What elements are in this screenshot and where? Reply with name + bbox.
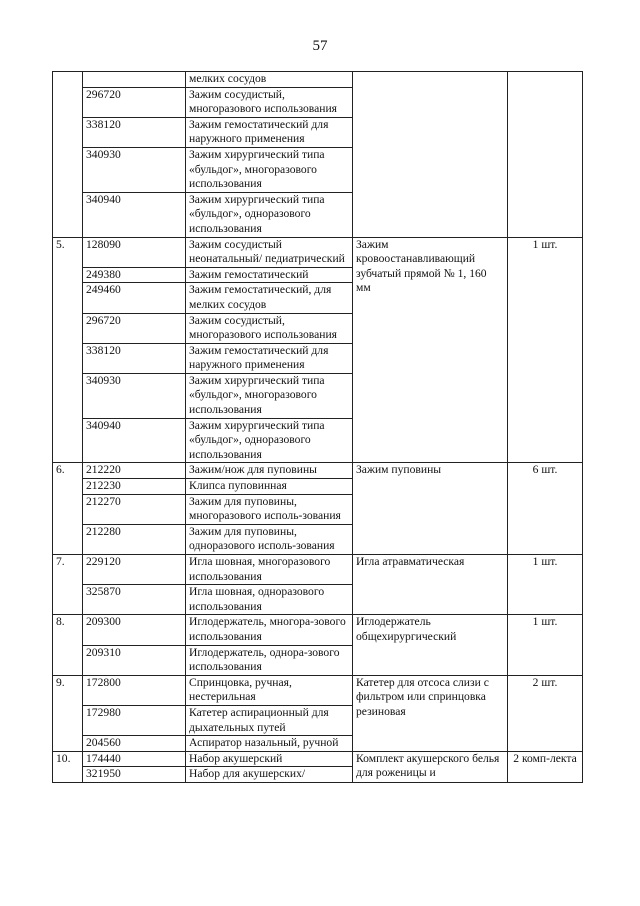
equipment-table [52,71,583,783]
quantity-cell [508,72,583,238]
description-cell: Катетер аспирационный для дыхательных путей [186,705,353,735]
description-cell: Игла шовная, одноразового использования [186,585,353,615]
code-cell: 212230 [83,479,186,495]
item-name-cell: Игла атравматическая [353,555,508,615]
row-number: 10. [53,751,83,782]
code-cell: 229120 [83,555,186,585]
description-cell: Набор акушерский [186,751,353,767]
code-cell: 340940 [83,418,186,463]
description-cell: Зажим гемостатический [186,267,353,283]
code-cell: 212220 [83,463,186,479]
description-cell: Игла шовная, многоразового использования [186,555,353,585]
code-cell: 204560 [83,736,186,752]
description-cell: Набор для акушерских/ [186,767,353,783]
code-cell: 249460 [83,283,186,313]
code-cell: 296720 [83,87,186,117]
quantity-cell: 1 шт. [508,555,583,615]
description-cell: Зажим гемостатический, для мелких сосудов [186,283,353,313]
code-cell: 340930 [83,373,186,418]
table-row [53,555,583,585]
description-cell: Зажим сосудистый, многоразового использования [186,313,353,343]
code-cell: 128090 [83,237,186,267]
row-number: 5. [53,237,83,463]
quantity-cell: 1 шт. [508,237,583,463]
row-number: 8. [53,615,83,675]
description-cell: Зажим для пуповины, одноразового исполь-зования [186,524,353,554]
quantity-cell: 2 шт. [508,675,583,751]
table-row [53,675,583,705]
description-cell: мелких сосудов [186,72,353,88]
description-cell: Зажим гемостатический для наружного применения [186,117,353,147]
description-cell: Зажим сосудистый неонатальный/ педиатрический [186,237,353,267]
description-cell: Аспиратор назальный, ручной [186,736,353,752]
code-cell: 209300 [83,615,186,645]
code-cell [83,72,186,88]
code-cell: 249380 [83,267,186,283]
code-cell: 296720 [83,313,186,343]
item-name-cell: Катетер для отсоса слизи с фильтром или спринцовка резиновая [353,675,508,751]
description-cell: Зажим/нож для пуповины [186,463,353,479]
description-cell: Зажим хирургический типа «бульдог», одноразового использования [186,192,353,237]
description-cell: Спринцовка, ручная, нестерильная [186,675,353,705]
page-number: 57 [312,38,328,54]
code-cell: 340930 [83,147,186,192]
description-cell: Иглодержатель, многора-зового использования [186,615,353,645]
description-cell: Клипса пуповинная [186,479,353,495]
code-cell: 340940 [83,192,186,237]
table-row [53,615,583,645]
quantity-cell: 2 комп-лекта [508,751,583,782]
code-cell: 338120 [83,343,186,373]
item-name-cell: Иглодержатель общехирургический [353,615,508,675]
code-cell: 321950 [83,767,186,783]
description-cell: Зажим хирургический типа «бульдог», многоразового использования [186,373,353,418]
table-row [53,72,583,88]
code-cell: 172980 [83,705,186,735]
row-number: 9. [53,675,83,751]
description-cell: Иглодержатель, однора-зового использования [186,645,353,675]
code-cell: 212270 [83,494,186,524]
row-number: 7. [53,555,83,615]
quantity-cell: 6 шт. [508,463,583,555]
code-cell: 212280 [83,524,186,554]
item-name-cell [353,72,508,238]
row-number: 6. [53,463,83,555]
row-number [53,72,83,238]
code-cell: 325870 [83,585,186,615]
description-cell: Зажим для пуповины, многоразового исполь-зования [186,494,353,524]
item-name-cell: Комплект акушерского белья для роженицы и [353,751,508,782]
code-cell: 209310 [83,645,186,675]
item-name-cell: Зажим пуповины [353,463,508,555]
table-row [53,237,583,267]
description-cell: Зажим хирургический типа «бульдог», многоразового использования [186,147,353,192]
code-cell: 172800 [83,675,186,705]
item-name-cell: Зажим кровоостанавливающий зубчатый прямой № 1, 160 мм [353,237,508,463]
code-cell: 338120 [83,117,186,147]
quantity-cell: 1 шт. [508,615,583,675]
description-cell: Зажим сосудистый, многоразового использования [186,87,353,117]
table-row [53,463,583,479]
code-cell: 174440 [83,751,186,767]
description-cell: Зажим хирургический типа «бульдог», одноразового использования [186,418,353,463]
description-cell: Зажим гемостатический для наружного применения [186,343,353,373]
table-row [53,751,583,767]
